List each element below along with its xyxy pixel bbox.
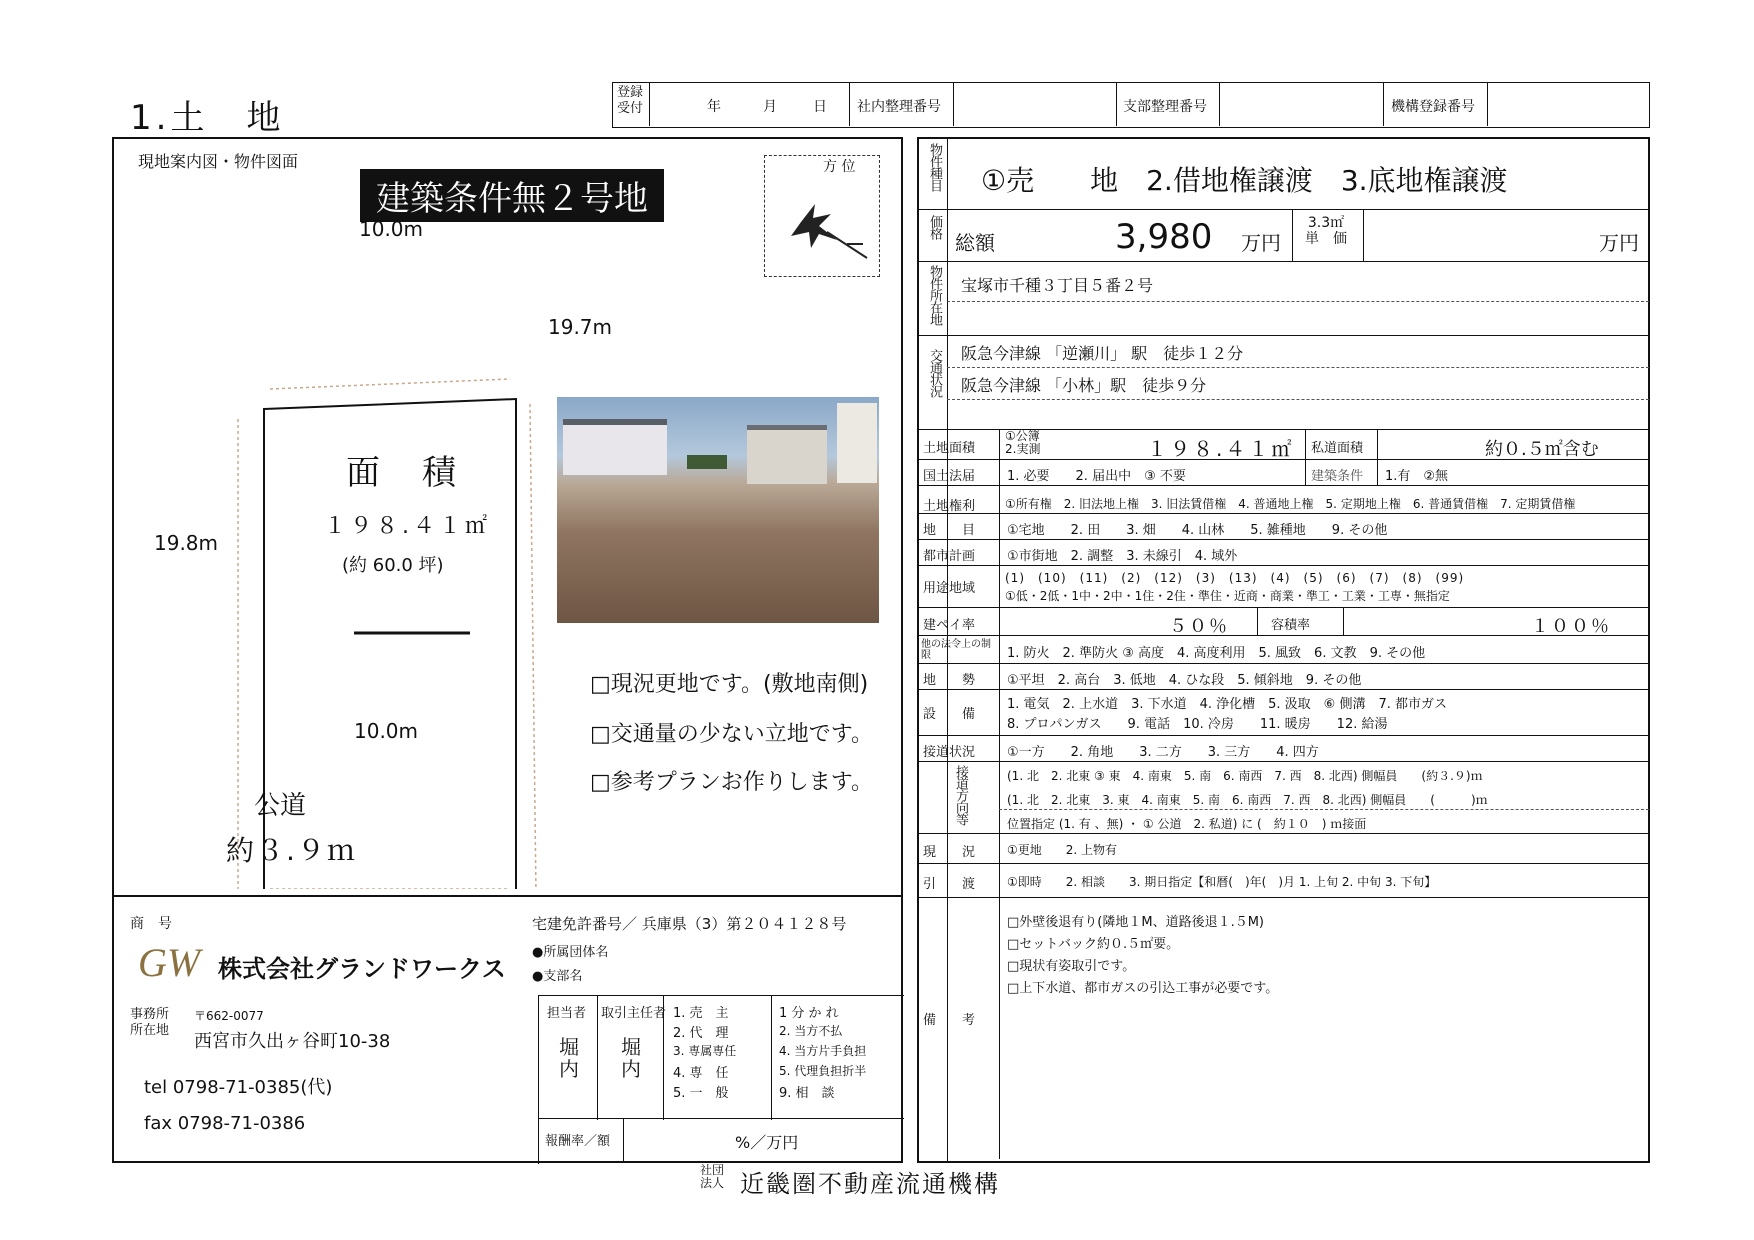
note-3: □参考プランお作りします。: [590, 770, 874, 795]
commission-type-1: 1 分 か れ: [779, 1006, 839, 1021]
location-label: 物件所在地: [927, 265, 942, 325]
city-plan-label: 都市計画: [923, 549, 976, 564]
terrain: ①平坦 2. 高台 3. 低地 4. ひな段 5. 傾斜地 9. その他: [1007, 673, 1362, 688]
trade-type-4: 4. 専 任: [673, 1066, 729, 1081]
compass-box: [764, 155, 880, 277]
company-logo: GW: [138, 940, 201, 985]
status-label: 現 況: [923, 845, 976, 860]
zoning-codes: (1) (10) (11) (2) (12) (3) (13) (4) (5) (6) (7) (8) (99): [1005, 571, 1465, 585]
remark-1: □外壁後退有り(隣地１M、道路後退１.５M): [1007, 915, 1264, 930]
footer-org-small: 社団 法人: [700, 1163, 725, 1190]
trade-type-3: 3. 専属専任: [673, 1044, 737, 1058]
site-photo: [557, 397, 879, 623]
road-width: 約３.９ｍ: [226, 834, 357, 867]
remark-2: □セットバック約０.５㎡要。: [1007, 937, 1180, 952]
staff-table: [538, 995, 904, 1164]
commission-type-4: 5. 代理負担折半: [779, 1064, 867, 1078]
day-label: 日: [813, 99, 827, 115]
road-contact-label: 接道状況: [923, 745, 976, 760]
facilities-2: 8. プロパンガス 9. 電話 10. 冷房 11. 暖房 12. 給湯: [1007, 717, 1388, 732]
unit-price-label: 3.3㎡ 単 価: [1305, 215, 1347, 247]
private-road-label: 私道面積: [1311, 441, 1364, 456]
license-number: 宅建免許番号／ 兵庫県（3）第２０４１２８号: [532, 915, 847, 933]
road-contact: ①一方 2. 角地 3. 二方 3. 三方 4. 四方: [1007, 745, 1319, 760]
commission-type-5: 9. 相 談: [779, 1086, 835, 1101]
top-dimension: 10.0m: [359, 217, 424, 241]
note-2: □交通量の少ない立地です。: [590, 722, 874, 747]
map-panel: [112, 137, 903, 897]
transport-1: 阪急今津線 「逆瀬川」 駅 徒歩１２分: [961, 344, 1244, 363]
fee-value: %／万円: [735, 1133, 799, 1152]
land-right-label: 土地権利: [923, 499, 976, 514]
trade-type-2: 2. 代 理: [673, 1026, 729, 1041]
city-plan: ①市街地 2. 調整 3. 未線引 4. 域外: [1007, 549, 1238, 564]
other-limits: 1. 防火 2. 準防火 ③ 高度 4. 高度利用 5. 風致 6. 文教 9. その他: [1007, 646, 1426, 661]
road-dir-1: (1. 北 2. 北東 ③ 東 4. 南東 5. 南 6. 南西 7. 西 8. 北西) 側幅員 (約３.９)ｍ: [1007, 769, 1483, 783]
national-land: 1. 必要 2. 届出中 ③ 不要: [1007, 469, 1186, 484]
area-title: 面 積: [346, 453, 460, 493]
month-label: 月: [763, 99, 777, 115]
left-dimension: 19.8m: [154, 531, 219, 555]
fee-label: 報酬率／額: [545, 1134, 611, 1149]
note-1: □現況更地です。(敷地南側): [590, 672, 869, 697]
transport-2: 阪急今津線 「小林」駅 徒歩９分: [961, 376, 1207, 395]
price-unit: 万円: [1241, 231, 1281, 255]
area-value: １９８.４１㎡: [324, 514, 491, 539]
staff-label: 担当者: [547, 1006, 587, 1021]
postal-code: 〒662-0077: [194, 1009, 264, 1023]
delivery: ①即時 2. 相談 3. 期日指定【和暦( )年( )月 1. 上旬 2. 中旬 3. 下旬】: [1007, 875, 1437, 889]
land-category: ①宅地 2. 田 3. 畑 4. 山林 5. 雑種地 9. その他: [1007, 523, 1388, 538]
handler-name: 堀 内: [621, 1035, 641, 1081]
other-limits-label: 他の法令上の制限: [921, 639, 991, 661]
property-types: ①売 地 2.借地権譲渡 3.底地権譲渡: [981, 164, 1508, 197]
footer-org: 近畿圏不動産流通機構: [740, 1170, 1000, 1198]
total-price: 3,980: [1115, 217, 1213, 257]
far: １００％: [1531, 616, 1611, 637]
commission-type-3: 4. 当方片手負担: [779, 1044, 867, 1058]
trade-type-1: 1. 売 主: [673, 1006, 729, 1021]
remark-4: □上下水道、都市ガスの引込工事が必要です。: [1007, 981, 1279, 996]
right-dimension: 19.7m: [548, 315, 613, 339]
unit-price-unit: 万円: [1599, 231, 1639, 255]
transport-label: 交通状況: [927, 349, 942, 397]
status: ①更地 2. 上物有: [1007, 843, 1118, 857]
road-dir-label: 接道方向等: [953, 765, 968, 825]
type-label: 物件種目: [927, 143, 942, 191]
price-label: 価格: [927, 215, 942, 239]
trade-name-label: 商 号: [130, 916, 172, 932]
reg-label: 登録 受付: [617, 85, 644, 116]
condition-banner: 建築条件無２号地: [360, 169, 664, 222]
association-label: ●所属団体名: [532, 945, 609, 960]
registration-table: [612, 82, 1650, 128]
land-area-method: ①公簿 2.実測: [1005, 429, 1041, 456]
delivery-label: 引 渡: [923, 877, 976, 892]
property-panel: [917, 137, 1650, 1163]
property-address: 宝塚市千種３丁目５番２号: [961, 276, 1154, 295]
land-area-label: 土地面積: [923, 441, 976, 456]
branch-label: ●支部名: [532, 969, 583, 984]
company-name: 株式会社グランドワークス: [218, 955, 506, 983]
area-tsubo: (約 60.0 坪): [342, 555, 444, 576]
staff-name: 堀 内: [559, 1035, 579, 1081]
handler-label: 取引主任者: [601, 1006, 667, 1021]
year-label: 年: [707, 99, 721, 115]
map-heading: 現地案内図・物件図面: [138, 152, 299, 171]
private-road: 約０.５㎡含む: [1485, 439, 1599, 460]
facilities-1: 1. 電気 2. 上水道 3. 下水道 4. 浄化槽 5. 汲取 ⑥ 側溝 7. 都市ガス: [1007, 697, 1448, 712]
land-category-label: 地 目: [923, 523, 976, 538]
terrain-label: 地 勢: [923, 673, 976, 688]
trade-type-5: 5. 一 般: [673, 1086, 729, 1101]
facilities-label: 設 備: [923, 707, 976, 722]
company-panel: [112, 895, 903, 1163]
company-fax: fax 0798-71-0386: [144, 1113, 306, 1134]
office-label: 事務所 所在地: [130, 1007, 170, 1038]
org-no-label: 機構登録番号: [1391, 99, 1475, 115]
building-cond-label: 建築条件: [1311, 469, 1364, 484]
road-dir-3: 位置指定 (1. 有 、無) ・ ① 公道 2. 私道) に ( 約１０ ) ｍ接面: [1007, 817, 1367, 831]
company-address: 西宮市久出ヶ谷町10-38: [194, 1031, 391, 1052]
far-label: 容積率: [1271, 618, 1311, 633]
coverage-label: 建ペイ率: [923, 618, 976, 633]
commission-type-2: 2. 当方不払: [779, 1024, 843, 1038]
coverage: ５０％: [1169, 616, 1229, 637]
remarks-label: 備 考: [923, 1013, 976, 1028]
compass-icon: [767, 174, 877, 274]
land-right: ①所有権 2. 旧法地上権 3. 旧法賃借権 4. 普通地上権 5. 定期地上権 6. 普通賃借権 7. 定期賃借権: [1005, 497, 1576, 511]
total-label: 総額: [955, 231, 995, 255]
remark-3: □現状有姿取引です。: [1007, 959, 1136, 974]
national-land-label: 国土法届: [923, 469, 976, 484]
land-area: １９８.４１㎡: [1147, 437, 1295, 461]
branch-no-label: 支部整理番号: [1123, 99, 1207, 115]
zoning-label: 用途地域: [923, 581, 976, 596]
road-label: 公道: [254, 791, 307, 821]
internal-no-label: 社内整理番号: [857, 99, 941, 115]
road-dir-2: (1. 北 2. 北東 3. 東 4. 南東 5. 南 6. 南西 7. 西 8. 北西) 側幅員 ( )ｍ: [1007, 793, 1488, 807]
company-tel: tel 0798-71-0385(代): [144, 1077, 333, 1098]
zoning-names: ①低・2低・1中・2中・1住・2住・準住・近商・商業・準工・工業・工専・無指定: [1005, 589, 1450, 603]
compass-label: 方 位: [823, 159, 856, 175]
section-title: 1.土 地: [130, 98, 285, 138]
bottom-dimension: 10.0m: [354, 719, 419, 743]
building-cond: 1.有 ②無: [1385, 469, 1449, 484]
